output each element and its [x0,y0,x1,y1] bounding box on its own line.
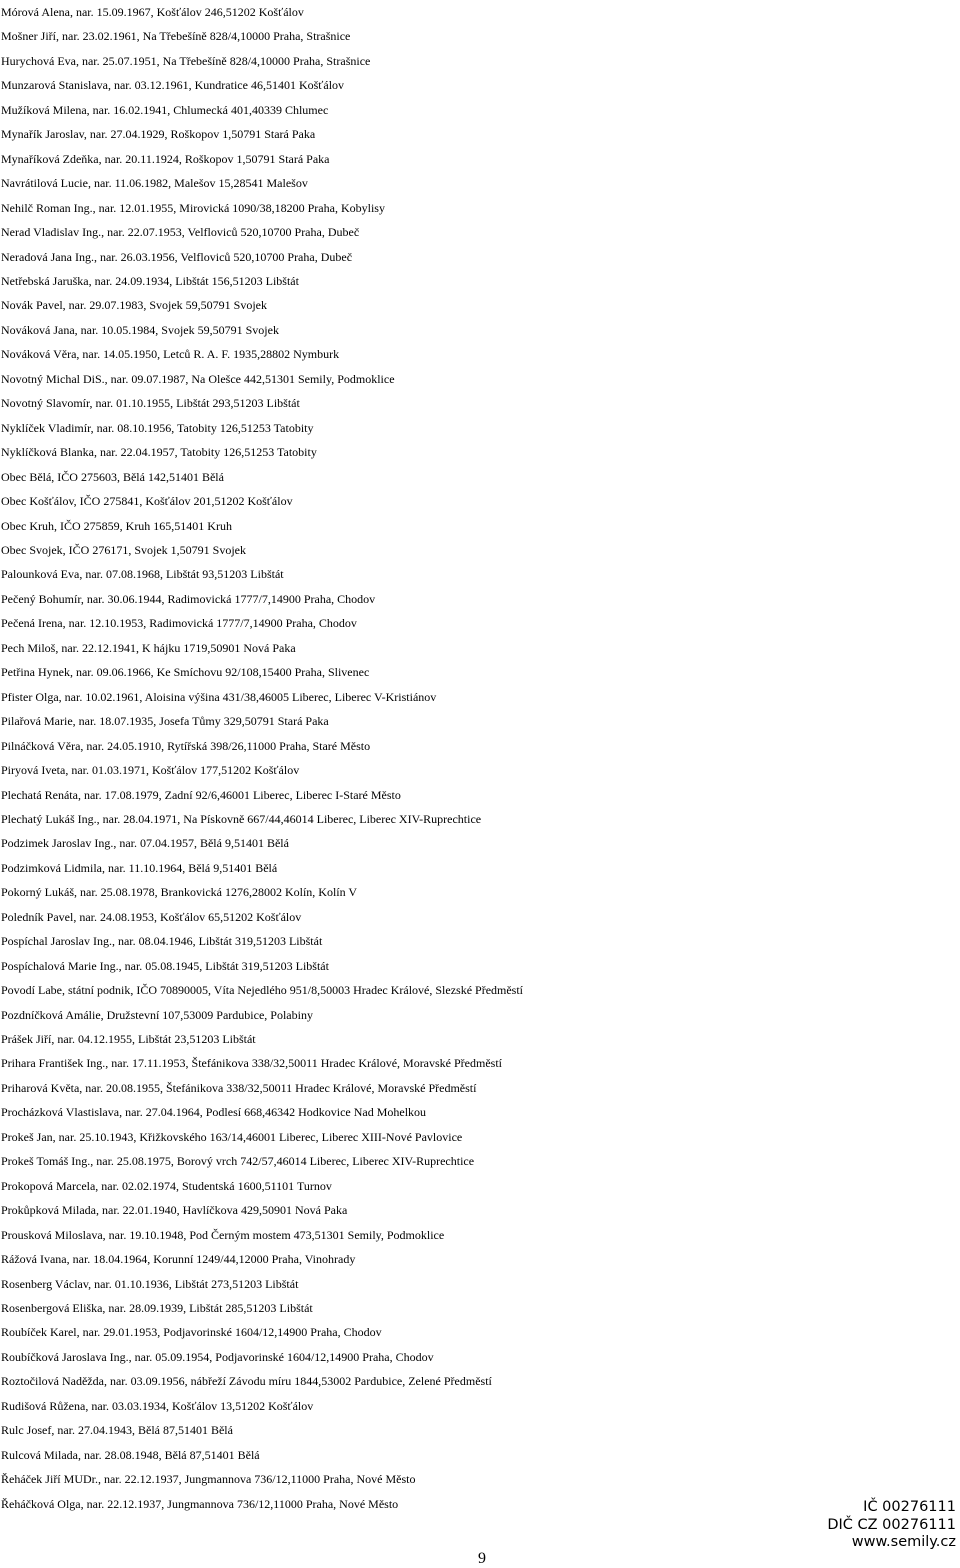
entry-line: Mynaříková Zdeňka, nar. 20.11.1924, Roškopov 1,50791 Stará Paka [1,151,330,166]
company-identifiers [827,1499,956,1552]
entry-line: Pech Miloš, nar. 22.12.1941, K hájku 1719,50901 Nová Paka [1,640,296,655]
entry-line: Mužíková Milena, nar. 16.02.1941, Chlumecká 401,40339 Chlumec [1,102,329,117]
entry-line: Řeháčková Olga, nar. 22.12.1937, Jungmannova 736/12,11000 Praha, Nové Město [1,1496,399,1511]
page-number: 9 [478,1550,486,1567]
entry-line: Prokeš Tomáš Ing., nar. 25.08.1975, Borový vrch 742/57,46014 Liberec, Liberec XIV-Ruprechtice [1,1154,475,1169]
entry-line: Rosenberg Václav, nar. 01.10.1936, Libštát 273,51203 Libštát [1,1276,299,1291]
entry-line: Roubíčková Jaroslava Ing., nar. 05.09.1954, Podjavorinské 1604/12,14900 Praha, Chodov [1,1349,434,1364]
entry-line: Roztočilová Naděžda, nar. 03.09.1956, nábřeží Závodu míru 1844,53002 Pardubice, Zelené Předměstí [1,1374,492,1389]
entry-line: Řeháček Jiří MUDr., nar. 22.12.1937, Jungmannova 736/12,11000 Praha, Nové Město [1,1472,416,1487]
entry-line: Rážová Ivana, nar. 18.04.1964, Korunní 1249/44,12000 Praha, Vinohrady [1,1252,356,1267]
entry-line: Obec Svojek, IČO 276171, Svojek 1,50791 Svojek [1,542,246,557]
company-website[interactable]: www.semily.cz [851,1534,956,1550]
entry-line: Pečená Irena, nar. 12.10.1953, Radimovická 1777/7,14900 Praha, Chodov [1,616,357,631]
entry-line: Prousková Miloslava, nar. 19.10.1948, Pod Černým mostem 473,51301 Semily, Podmoklice [1,1227,445,1242]
entry-line: Nyklíčková Blanka, nar. 22.04.1957, Tatobity 126,51253 Tatobity [1,445,317,460]
entry-line: Pilařová Marie, nar. 18.07.1935, Josefa Tůmy 329,50791 Stará Paka [1,714,329,729]
entry-line: Plechatý Lukáš Ing., nar. 28.04.1971, Na Pískovně 667/44,46014 Liberec, Liberec XIV-Ruprechtice [1,811,482,826]
entry-line: Pečený Bohumír, nar. 30.06.1944, Radimovická 1777/7,14900 Praha, Chodov [1,591,376,606]
entry-line: Nováková Věra, nar. 14.05.1950, Letců R. A. F. 1935,28802 Nymburk [1,347,340,362]
entry-line: Pilnáčková Věra, nar. 24.05.1910, Rytířská 398/26,11000 Praha, Staré Město [1,738,371,753]
entry-line: Mošner Jiří, nar. 23.02.1961, Na Třebešíně 828/4,10000 Praha, Strašnice [1,29,351,44]
entry-line: Palounková Eva, nar. 07.08.1968, Libštát 93,51203 Libštát [1,567,284,582]
entry-line: Obec Košťálov, IČO 275841, Košťálov 201,51202 Košťálov [1,494,293,509]
entry-line: Nerad Vladislav Ing., nar. 22.07.1953, Velfloviců 520,10700 Praha, Dubeč [1,225,360,240]
entry-line: Roubíček Karel, nar. 29.01.1953, Podjavorinské 1604/12,14900 Praha, Chodov [1,1325,382,1340]
entry-line: Neradová Jana Ing., nar. 26.03.1956, Velfloviců 520,10700 Praha, Dubeč [1,249,353,264]
entry-line: Procházková Vlastislava, nar. 27.04.1964, Podlesí 668,46342 Hodkovice Nad Mohelkou [1,1105,427,1120]
entry-line: Netřebská Jaruška, nar. 24.09.1934, Libštát 156,51203 Libštát [1,273,299,288]
entry-line: Nyklíček Vladimír, nar. 08.10.1956, Tatobity 126,51253 Tatobity [1,420,314,435]
entry-line: Plechatá Renáta, nar. 17.08.1979, Zadní 92/6,46001 Liberec, Liberec I-Staré Město [1,787,401,802]
entry-line: Hurychová Eva, nar. 25.07.1951, Na Třebešíně 828/4,10000 Praha, Strašnice [1,53,371,68]
entry-line: Obec Kruh, IČO 275859, Kruh 165,51401 Kruh [1,518,232,533]
entry-line: Prášek Jiří, nar. 04.12.1955, Libštát 23,51203 Libštát [1,1032,256,1047]
entry-line: Novotný Slavomír, nar. 01.10.1955, Libštát 293,51203 Libštát [1,396,300,411]
entry-line: Poledník Pavel, nar. 24.08.1953, Košťálov 65,51202 Košťálov [1,909,302,924]
company-ic: IČ 00276111 [863,1499,956,1515]
entry-line: Pozdníčková Amálie, Družstevní 107,53009 Pardubice, Polabiny [1,1007,313,1022]
entry-line: Munzarová Stanislava, nar. 03.12.1961, Kundratice 46,51401 Košťálov [1,78,345,93]
entry-line: Prokůpková Milada, nar. 22.01.1940, Havlíčkova 429,50901 Nová Paka [1,1203,348,1218]
entry-line: Nováková Jana, nar. 10.05.1984, Svojek 59,50791 Svojek [1,322,279,337]
entry-line: Nehilč Roman Ing., nar. 12.01.1955, Mirovická 1090/38,18200 Praha, Kobylisy [1,200,385,215]
entry-line: Podzimková Lidmila, nar. 11.10.1964, Bělá 9,51401 Bělá [1,860,278,875]
entry-line: Obec Bělá, IČO 275603, Bělá 142,51401 Bělá [1,469,224,484]
entry-line: Navrátilová Lucie, nar. 11.06.1982, Malešov 15,28541 Malešov [1,176,308,191]
entry-line: Prokeš Jan, nar. 25.10.1943, Křižkovského 163/14,46001 Liberec, Liberec XIII-Nové Pavlovice [1,1129,463,1144]
entry-line: Priharová Květa, nar. 20.08.1955, Štefánikova 338/32,50011 Hradec Králové, Moravské Předměstí [1,1080,477,1095]
entry-line: Pospíchal Jaroslav Ing., nar. 08.04.1946, Libštát 319,51203 Libštát [1,934,323,949]
entry-line: Prokopová Marcela, nar. 02.02.1974, Studentská 1600,51101 Turnov [1,1178,332,1193]
entry-line: Prihara František Ing., nar. 17.11.1953, Štefánikova 338/32,50011 Hradec Králové, Moravské Předměstí [1,1056,502,1071]
entry-line: Rosenbergová Eliška, nar. 28.09.1939, Libštát 285,51203 Libštát [1,1301,313,1316]
entry-line: Pfister Olga, nar. 10.02.1961, Aloisina výšina 431/38,46005 Liberec, Liberec V-Kristiánov [1,689,437,704]
entry-line: Pokorný Lukáš, nar. 25.08.1978, Brankovická 1276,28002 Kolín, Kolín V [1,885,358,900]
company-dic: DIČ CZ 00276111 [827,1516,956,1533]
entry-line: Novotný Michal DiS., nar. 09.07.1987, Na Olešce 442,51301 Semily, Podmoklice [1,371,395,386]
entry-line: Podzimek Jaroslav Ing., nar. 07.04.1957, Bělá 9,51401 Bělá [1,836,289,851]
entry-line: Rulc Josef, nar. 27.04.1943, Bělá 87,51401 Bělá [1,1423,233,1438]
entry-line: Rulcová Milada, nar. 28.08.1948, Bělá 87,51401 Bělá [1,1447,260,1462]
entry-line: Mórová Alena, nar. 15.09.1967, Košťálov 246,51202 Košťálov [1,5,304,19]
entry-line: Piryová Iveta, nar. 01.03.1971, Košťálov 177,51202 Košťálov [1,763,300,778]
entry-line: Povodí Labe, státní podnik, IČO 70890005, Víta Nejedlého 951/8,50003 Hradec Králové, Slezské Předměstí [1,983,524,998]
entry-line: Rudišová Růžena, nar. 03.03.1934, Košťálov 13,51202 Košťálov [1,1398,314,1413]
entry-line: Petřina Hynek, nar. 09.06.1966, Ke Smíchovu 92/108,15400 Praha, Slivenec [1,665,370,680]
entry-line: Pospíchalová Marie Ing., nar. 05.08.1945, Libštát 319,51203 Libštát [1,958,329,973]
entry-line: Novák Pavel, nar. 29.07.1983, Svojek 59,50791 Svojek [1,298,267,313]
entry-line: Mynařík Jaroslav, nar. 27.04.1929, Roškopov 1,50791 Stará Paka [1,127,316,142]
